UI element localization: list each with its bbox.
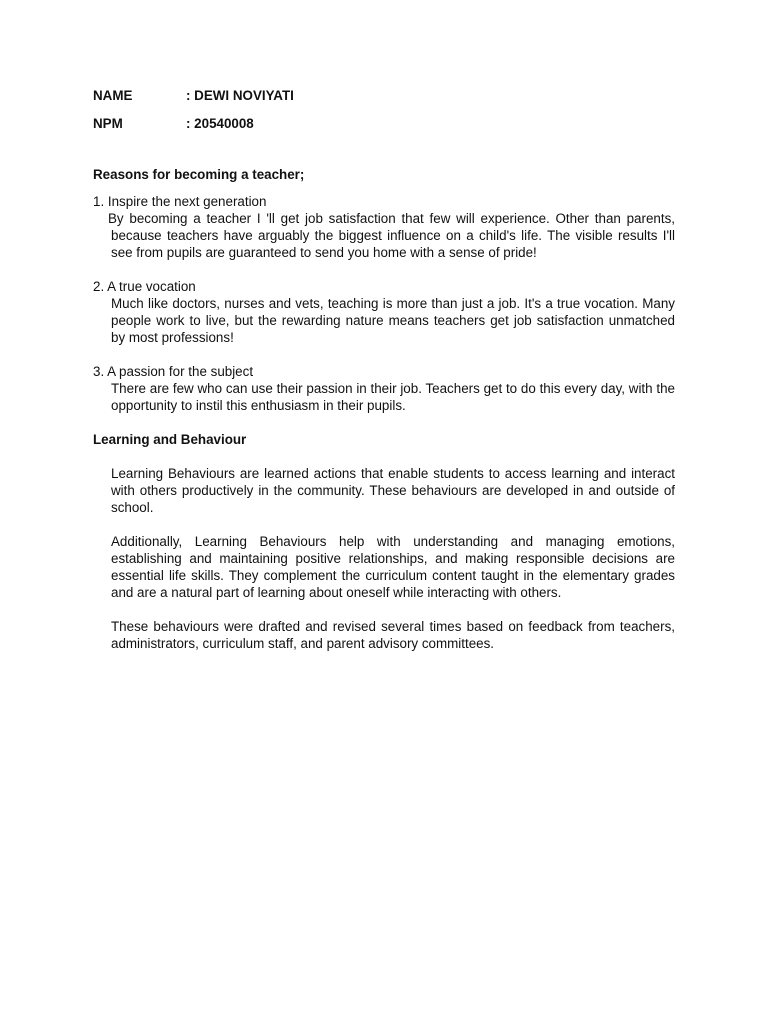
reasons-heading: Reasons for becoming a teacher; — [93, 167, 305, 182]
document-content — [93, 87, 675, 669]
learning-paragraph: Additionally, Learning Behaviours help with understanding and managing emotions, establishing and maintaining positive relationships, and making responsible decisions are essential life skills. They complement the curriculum content taught in the elementary grades and are a natural part of learning about oneself while interacting with others. — [111, 534, 675, 600]
name-value: : DEWI NOVIYATI — [186, 88, 294, 103]
reason-title: 2. A true vocation — [93, 279, 196, 294]
reason-body: Much like doctors, nurses and vets, teaching is more than just a job. It's a true vocation. Many people work to live, but the rewarding nature means teachers get job satisfaction unmatched by most professions! — [111, 296, 675, 345]
reason-item — [93, 278, 675, 346]
reason-title: 1. Inspire the next generation — [93, 194, 267, 209]
name-row — [93, 87, 675, 104]
reason-item — [93, 363, 675, 414]
npm-label: NPM — [93, 116, 123, 131]
learning-paragraph: Learning Behaviours are learned actions that enable students to access learning and interact with others productively in the community. These behaviours are developed in and outside of school. — [111, 466, 675, 515]
npm-value: : 20540008 — [186, 116, 254, 131]
learning-paragraph: These behaviours were drafted and revised several times based on feedback from teachers, administrators, curriculum staff, and parent advisory committees. — [111, 619, 675, 651]
npm-row — [93, 115, 675, 132]
reason-item — [93, 193, 675, 261]
reason-body: There are few who can use their passion in their job. Teachers get to do this every day, with the opportunity to instil this enthusiasm in their pupils. — [111, 381, 675, 413]
reason-title: 3. A passion for the subject — [93, 364, 254, 379]
learning-heading: Learning and Behaviour — [93, 432, 247, 447]
reason-body: By becoming a teacher I 'll get job satisfaction that few will experience. Other than parents, because teachers have arguably the biggest influence on a child's life. The visible results I'll see from pupils are guaranteed to send you home with a sense of pride! — [108, 211, 675, 260]
name-label: NAME — [93, 88, 133, 103]
